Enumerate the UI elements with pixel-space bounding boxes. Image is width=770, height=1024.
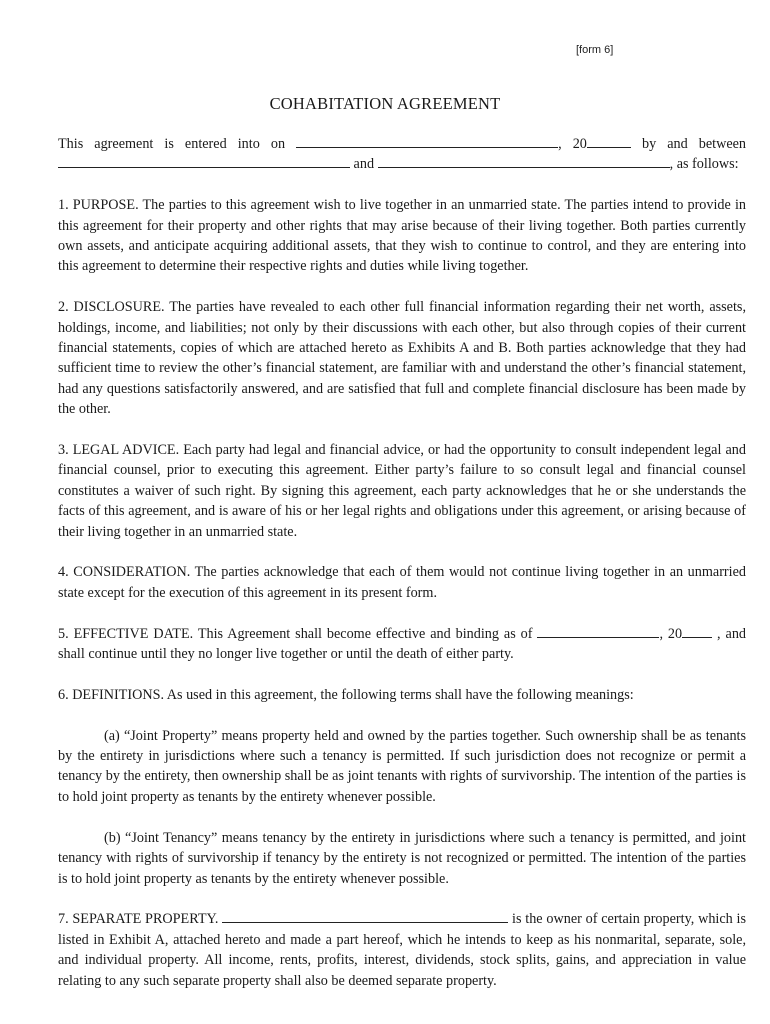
party-one-blank[interactable] [58, 154, 350, 168]
section-purpose: 1. PURPOSE. The parties to this agreement wish to live together in an unmarried state. The parties intend to provide in this agreement for their property and other rights that may arise because of their living together. Both parties currently own assets, and anticipate acquiring additional assets, that they wish to continue to control, and they are entering into this agreement to determine their respective rights and duties while living together. [58, 197, 746, 275]
owner-name-blank[interactable] [222, 909, 508, 923]
year-blank[interactable] [587, 134, 631, 148]
definition-joint-tenancy: (b) “Joint Tenancy” means tenancy by the entirety in jurisdictions where such a tenancy is permitted, and joint tenancy with rights of survivorship if tenancy by the entirety is not recognized or permitted. The intention of the parties is to hold joint property as tenants by the entirety whenever possible. [58, 829, 746, 887]
date-blank[interactable] [296, 134, 558, 148]
definition-joint-property: (a) “Joint Property” means property held and owned by the parties together. Such ownership shall be as tenants by the entirety in jurisdictions where such a tenancy is permitted. If such jurisdiction does not recognize or permit a tenancy by the entirety, then ownership shall be as joint tenants with rights of survivorship. The intention of the parties is to hold joint property as tenants by the entirety whenever possible. [58, 727, 746, 805]
section-disclosure: 2. DISCLOSURE. The parties have revealed to each other full financial information regarding their net worth, assets, holdings, income, and liabilities; not only by their discussions with each other, but also through copies of their current financial statements, copies of which are attached hereto as Exhibits A and B. Both parties acknowledge that they had sufficient time to review the other’s financial statement, are familiar with and understand the other’s financial statement, had any questions satisfactorily answered, and are satisfied that full and complete financial disclosure has been made by the other. [58, 299, 746, 418]
effective-year-blank[interactable] [682, 624, 712, 638]
party-two-blank[interactable] [378, 154, 670, 168]
section-effective-date: 5. EFFECTIVE DATE. This Agreement shall become effective and binding as of , 20 , and shall continue until they no longer live together or until the death of either party. [58, 625, 747, 663]
intro-line-1: This agreement is entered into on , 20 by and between [58, 136, 747, 152]
section-legal-advice: 3. LEGAL ADVICE. Each party had legal and financial advice, or had the opportunity to consult independent legal and financial counsel, prior to executing this agreement. Either party’s failure to so consult legal and financial counsel constitutes a waiver of such right. By signing this agreement, each party acknowledges that he or she understands the facts of this agreement, and is aware of his or her legal rights and obligations under this agreement, or arising because of their living together in an unmarried state. [58, 442, 746, 540]
intro-line-2: and , as follows: [58, 154, 746, 174]
section-consideration: 4. CONSIDERATION. The parties acknowledge that each of them would not continue living together in an unmarried state except for the execution of this agreement in its present form. [58, 564, 746, 601]
section-definitions: 6. DEFINITIONS. As used in this agreement, the following terms shall have the following meanings: [58, 686, 634, 703]
effective-date-blank[interactable] [537, 624, 659, 638]
document-body [58, 134, 746, 1011]
document-title: COHABITATION AGREEMENT [269, 94, 501, 113]
section-separate-property: 7. SEPARATE PROPERTY. is the owner of certain property, which is listed in Exhibit A, attached hereto and made a part hereof, which he intends to keep as his nonmarital, separate, sole, and individual property. All income, rents, profits, interest, dividends, stock splits, gains, and appreciation in value relating to any such separate property shall also be deemed separate property. [58, 911, 746, 989]
form-label: [form 6] [576, 44, 614, 56]
